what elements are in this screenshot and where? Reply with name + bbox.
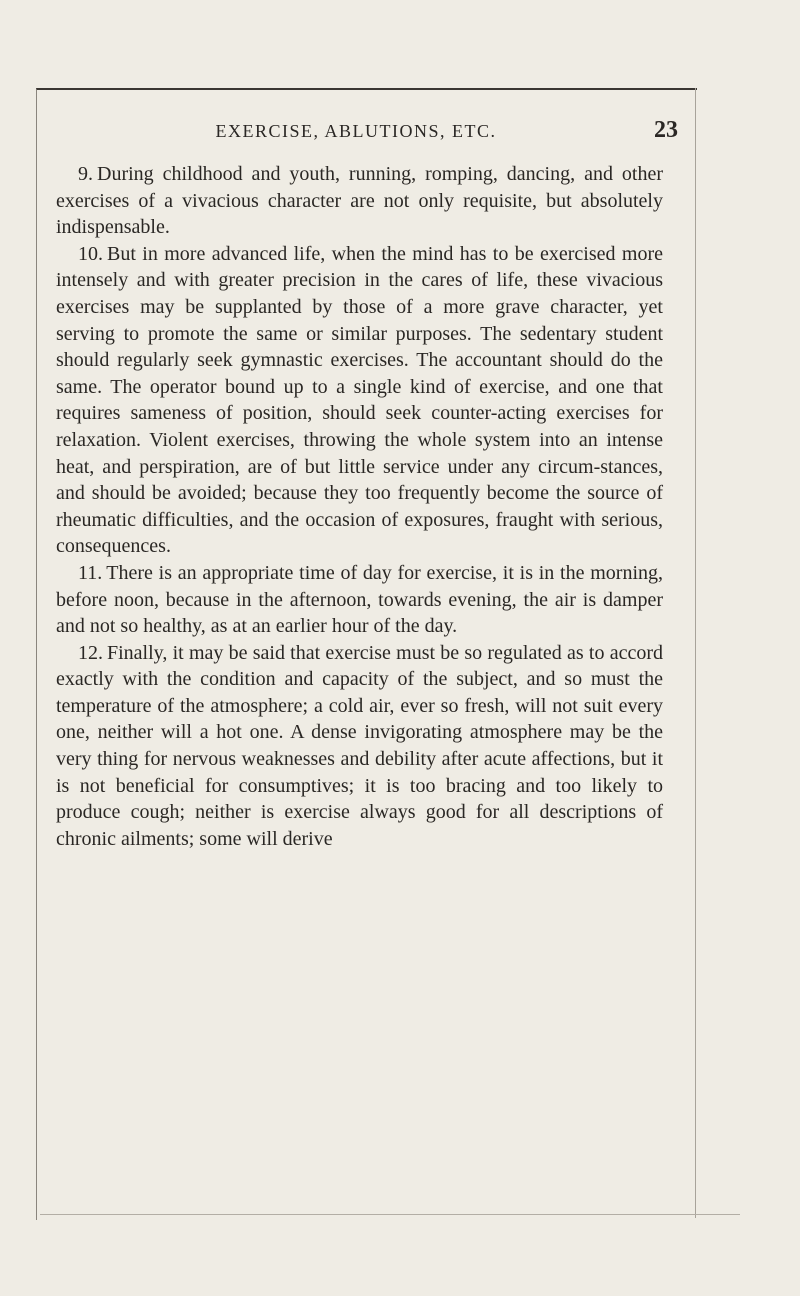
page-border-right [695,88,696,1218]
paragraph-text: But in more advanced life, when the mind has to be exercised more intensely and with greater precision in the cares of life, these vivacious exercises may be supplanted by those of a more grave character, yet serving to promote the same or similar purposes. The sedentary student should regularly seek gymnastic exercises. The accountant should do the same. The operator bound up to a single kind of exercise, and one that requires sameness of position, should seek counter-acting exercises for relaxation. Violent exercises, throwing the whole system into an intense heat, and perspiration, are of but little service under any circum-stances, and should be avoided; because they too frequently become the source of rheumatic difficulties, and the occasion of exposures, fraught with serious, consequences. [56,242,663,558]
paragraph-text: There is an appropriate time of day for exercise, it is in the morning, before noon, because in the afternoon, towards evening, the air is damper and not so healthy, as at an earlier hour of the day. [56,561,663,638]
running-header [36,117,676,151]
paragraph-number: 12. [78,641,103,664]
paragraph-number: 10. [78,242,103,265]
paragraph-11 [56,560,663,640]
paragraph-number: 9. [78,163,93,185]
paragraph-12 [56,640,663,853]
page-border-bottom [40,1214,740,1215]
page-number: 23 [654,117,678,143]
paragraph-text: During childhood and youth, running, romping, dancing, and other exercises of a vivacious character are not only requisite, but absolutely indispensable. [56,163,663,239]
running-title: EXERCISE, ABLUTIONS, ETC. [215,121,497,141]
paragraph-10 [56,241,663,560]
paragraph-text: Finally, it may be said that exercise must be so regulated as to accord exactly with the condition and capacity of the subject, and so must the temperature of the atmosphere; a cold air, ever so fresh, will not suit every one, neither will a hot one. A dense invigorating atmosphere may be the very thing for nervous weaknesses and debility after acute affections, but it is not beneficial for consumptives; it is too bracing and too likely to produce cough; neither is exercise always good for all descriptions of chronic ailments; some will derive [56,641,663,850]
paragraph-number: 11. [78,561,103,584]
paragraph-9 [56,161,663,241]
body-text [56,161,663,852]
